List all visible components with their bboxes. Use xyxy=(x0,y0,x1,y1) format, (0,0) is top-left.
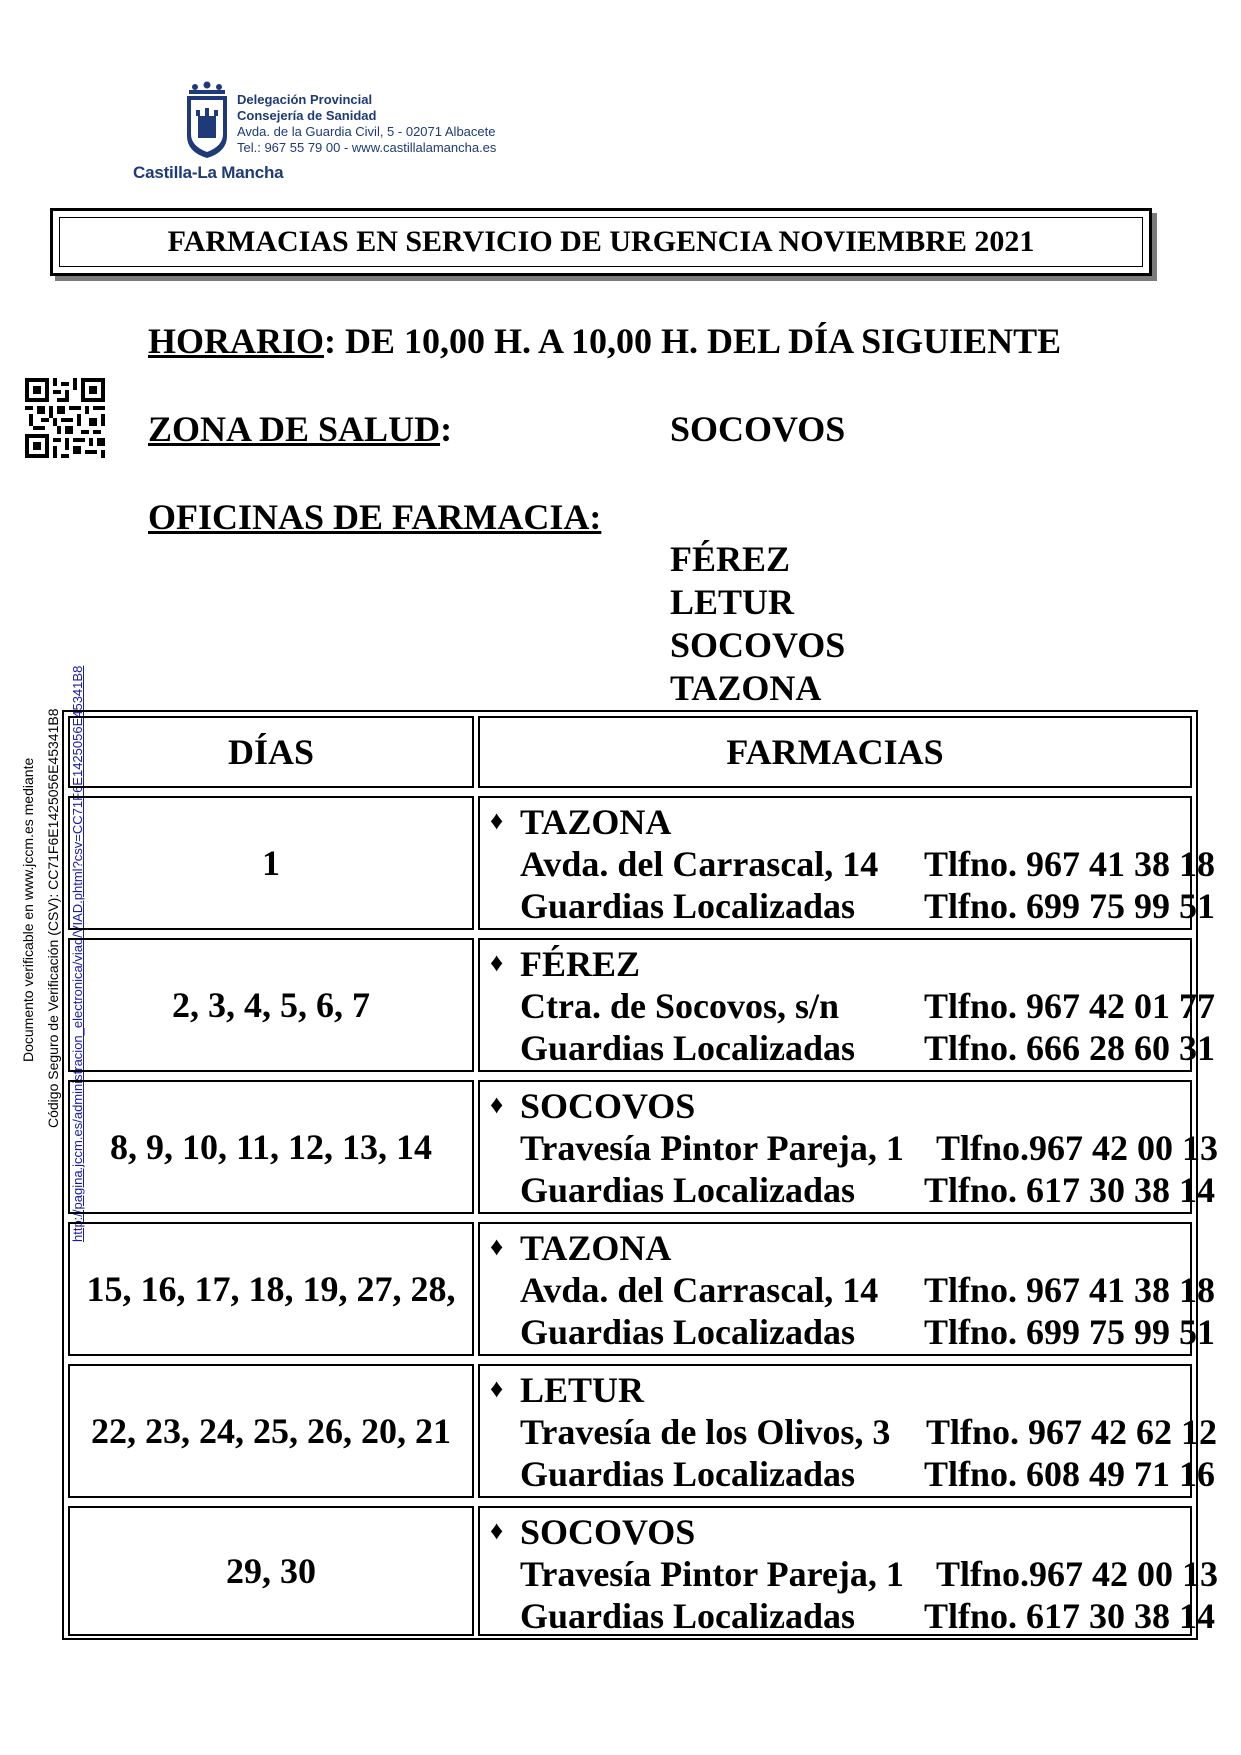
zona-colon: : xyxy=(440,409,453,449)
pharmacy-name: SOCOVOS xyxy=(520,1512,696,1552)
oficinas-label: OFICINAS DE FARMACIA: xyxy=(148,497,602,537)
qr-code-icon xyxy=(25,378,105,458)
table-row-days: 8, 9, 10, 11, 12, 13, 14 xyxy=(68,1080,474,1214)
pharmacy-phone: Tlfno. 967 42 01 77 xyxy=(924,986,1216,1026)
castilla-la-mancha-crest-icon xyxy=(183,80,231,160)
town-socovos: SOCOVOS xyxy=(670,625,846,665)
header-days: DÍAS xyxy=(68,716,474,788)
guard-phone: Tlfno. 608 49 71 16 xyxy=(924,1454,1216,1494)
guard-label: Guardias Localizadas xyxy=(520,1312,856,1352)
pharmacy-address: Travesía de los Olivos, 3 xyxy=(520,1412,891,1452)
diamond-bullet-icon: ♦ xyxy=(490,806,504,835)
pharmacy-address: Avda. del Carrascal, 14 xyxy=(520,844,879,884)
table-row-days: 22, 23, 24, 25, 26, 20, 21 xyxy=(68,1364,474,1498)
table-row-pharmacy xyxy=(478,1222,1216,1356)
table-row-pharmacy xyxy=(478,1506,1219,1636)
csv-notice-line1: Documento verificable en www.jccm.es mediante xyxy=(20,757,36,1062)
guard-phone: Tlfno. 666 28 60 31 xyxy=(924,1028,1216,1068)
pharmacy-address: Travesía Pintor Pareja, 1 xyxy=(520,1554,904,1594)
town-ferez: FÉREZ xyxy=(670,539,791,579)
diamond-bullet-icon: ♦ xyxy=(490,1374,504,1403)
pharmacy-name: TAZONA xyxy=(520,1228,672,1268)
diamond-bullet-icon: ♦ xyxy=(490,1516,504,1545)
table-row-pharmacy xyxy=(478,938,1216,1072)
schedule-table xyxy=(62,710,1219,1640)
table-row-pharmacy xyxy=(478,796,1216,930)
table-row-pharmacy xyxy=(478,1364,1218,1498)
guard-label: Guardias Localizadas xyxy=(520,1028,856,1068)
table-row-days: 2, 3, 4, 5, 6, 7 xyxy=(68,938,474,1072)
guard-label: Guardias Localizadas xyxy=(520,886,856,926)
table-row-days: 15, 16, 17, 18, 19, 27, 28, xyxy=(68,1222,474,1356)
guard-label: Guardias Localizadas xyxy=(520,1596,856,1636)
table-row-days: 1 xyxy=(68,796,474,930)
zona-line xyxy=(148,408,452,450)
guard-phone: Tlfno. 617 30 38 14 xyxy=(924,1596,1216,1636)
csv-notice-line2: Código Seguro de Verificación (CSV): CC71F6E1425056E45341B8 xyxy=(45,708,61,1128)
pharmacy-phone: Tlfno. 967 42 62 12 xyxy=(926,1412,1218,1452)
region-name: Castilla-La Mancha xyxy=(133,163,284,182)
letterhead-line3: Avda. de la Guardia Civil, 5 - 02071 Albacete xyxy=(237,124,496,139)
table-row-days: 29, 30 xyxy=(68,1506,474,1636)
letterhead-line4: Tel.: 967 55 79 00 - www.castillalamancha.es xyxy=(237,140,497,155)
zona-value: SOCOVOS xyxy=(670,409,846,449)
pharmacy-address: Avda. del Carrascal, 14 xyxy=(520,1270,879,1310)
header-pharmacies: FARMACIAS xyxy=(478,716,1192,788)
horario-line xyxy=(148,320,1061,362)
pharmacy-address: Travesía Pintor Pareja, 1 xyxy=(520,1128,904,1168)
diamond-bullet-icon: ♦ xyxy=(490,1232,504,1261)
pharmacy-phone: Tlfno.967 42 00 13 xyxy=(936,1554,1219,1594)
horario-value: : DE 10,00 H. A 10,00 H. DEL DÍA SIGUIENTE xyxy=(324,321,1062,361)
town-tazona: TAZONA xyxy=(670,668,822,708)
pharmacy-address: Ctra. de Socovos, s/n xyxy=(520,986,840,1026)
csv-verification-link[interactable]: http://pagina.jccm.es/administracion_electronica/viad/VIAD.phtml?csv=CC71F6E1425056E45341B8 xyxy=(70,665,85,1242)
title-box xyxy=(50,208,1152,276)
page-title: FARMACIAS EN SERVICIO DE URGENCIA NOVIEMBRE 2021 xyxy=(59,217,1143,267)
guard-phone: Tlfno. 699 75 99 51 xyxy=(924,1312,1216,1352)
diamond-bullet-icon: ♦ xyxy=(490,948,504,977)
pharmacy-phone: Tlfno.967 42 00 13 xyxy=(936,1128,1219,1168)
town-letur: LETUR xyxy=(670,582,795,622)
pharmacy-name: SOCOVOS xyxy=(520,1086,696,1126)
letterhead-line1: Delegación Provincial xyxy=(237,92,373,107)
guard-phone: Tlfno. 617 30 38 14 xyxy=(924,1170,1216,1210)
guard-phone: Tlfno. 699 75 99 51 xyxy=(924,886,1216,926)
pharmacy-phone: Tlfno. 967 41 38 18 xyxy=(924,1270,1216,1310)
letterhead-line2: Consejería de Sanidad xyxy=(237,108,377,123)
pharmacy-name: FÉREZ xyxy=(520,944,641,984)
pharmacy-phone: Tlfno. 967 41 38 18 xyxy=(924,844,1216,884)
zona-label: ZONA DE SALUD xyxy=(148,409,441,449)
pharmacy-name: TAZONA xyxy=(520,802,672,842)
table-row-pharmacy xyxy=(478,1080,1219,1214)
guard-label: Guardias Localizadas xyxy=(520,1454,856,1494)
horario-label: HORARIO xyxy=(148,321,325,361)
guard-label: Guardias Localizadas xyxy=(520,1170,856,1210)
pharmacy-name: LETUR xyxy=(520,1370,645,1410)
diamond-bullet-icon: ♦ xyxy=(490,1090,504,1119)
